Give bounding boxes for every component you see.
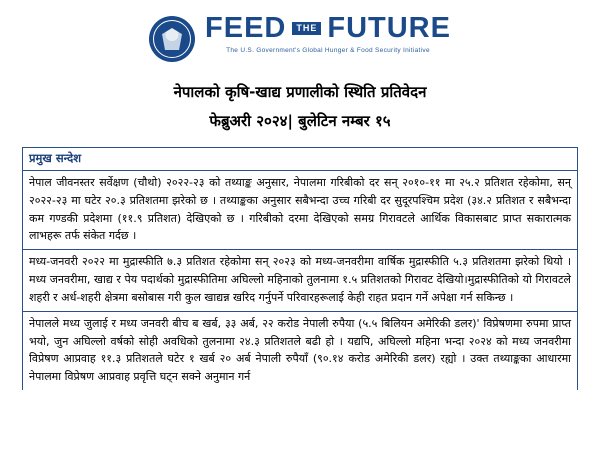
paragraph-poverty: नेपाल जीवनस्तर सर्वेक्षण (चौथो) २०२२-२३ को तथ्याङ्क अनुसार, नेपालमा गरिबीको दर सन् २०१०-११ मा २५.२ प्रतिशत रहेकोमा, सन् २०२२-२३ मा घटेर २०.३ प्रतिशतमा झरेको छ । तथ्याङ्कका अनुसार सबैभन्दा उच्च गरिबी दर सुदूरपश्चिम प्रदेश (३४.२ प्रतिशत र सबैभन्दा कम गण्डकी प्रदेशमा (११.९ प्रतिशत) देखिएको छ । गरिबीको दरमा देखिएको समग्र गिरावटले आर्थिक विकासबाट प्राप्त सकारात्मक लाभहरू तर्फ संकेत गर्दछ । xyxy=(23,171,577,250)
logo-wordmark-line xyxy=(205,14,451,43)
logo-word-the: THE xyxy=(292,22,321,35)
logo-wordmark xyxy=(205,14,451,54)
document-header xyxy=(0,0,600,62)
page-title-line-1: नेपालको कृषि-खाद्य प्रणालीको स्थिति प्रतिवेदन xyxy=(173,83,427,101)
logo-word-feed: FEED xyxy=(205,12,287,44)
paragraph-inflation: मध्य-जनवरी २०२२ मा मुद्रास्फीति ७.३ प्रतिशत रहेकोमा सन् २०२३ को मध्य-जनवरीमा वार्षिक मुद्रास्फीति ५.३ प्रतिशतमा झरेको थियो । मध्य जनवरीमा, खाद्य र पेय पदार्थको मुद्रास्फीतिमा अघिल्लो महिनाको तुलनामा १.५ प्रतिशतको गिरावट देखियो।मुद्रास्फीतिको यो गिरावटले शहरी र अर्ध-शहरी क्षेत्रमा बसोबास गरी कुल खाद्यन्न खरिद गर्नुपर्ने परिवारहरूलाई केही राहत प्रदान गर्ने अपेक्षा गर्न सकिन्छ । xyxy=(23,250,577,311)
section-heading: प्रमुख सन्देश xyxy=(23,148,577,171)
logo-tagline: The U.S. Government's Global Hunger & Food Security Initiative xyxy=(226,47,430,54)
page-title-line-2: फेब्रुअरी २०२४| बुलेटिन नम्बर १५ xyxy=(209,111,391,130)
key-messages-table xyxy=(22,147,578,390)
us-government-seal-icon xyxy=(149,16,195,62)
feed-the-future-logo xyxy=(149,14,451,62)
logo-word-future: FUTURE xyxy=(327,12,451,44)
page-title xyxy=(0,78,600,135)
paragraph-remittance: नेपालले मध्य जुलाई र मध्य जनवरी बीच ब खर्ब, ३३ अर्ब, २२ करोड नेपाली रुपैया (५.५ बिलियन अमेरिकी डलर)' विप्रेषणमा रुपमा प्राप्त भयो, जुन अघिल्लो वर्षको सोही अवधिको तुलनामा २४.३ प्रतिशतले बढी हो । यद्यपि, अघिल्लो महिना भन्दा २०२४ को मध्य जनवरीमा विप्रेषण आप्रवाह ११.३ प्रतिशतले घटेर १ खर्ब २० अर्ब नेपाली रुपैयाँ (९०.१४ करोड अमेरिकी डलर) रह्यो । उक्त तथ्याङ्कका आधारमा नेपालमा विप्रेषण आप्रवाह प्रवृत्ति घट्न सक्ने अनुमान गर्न xyxy=(29,316,571,384)
